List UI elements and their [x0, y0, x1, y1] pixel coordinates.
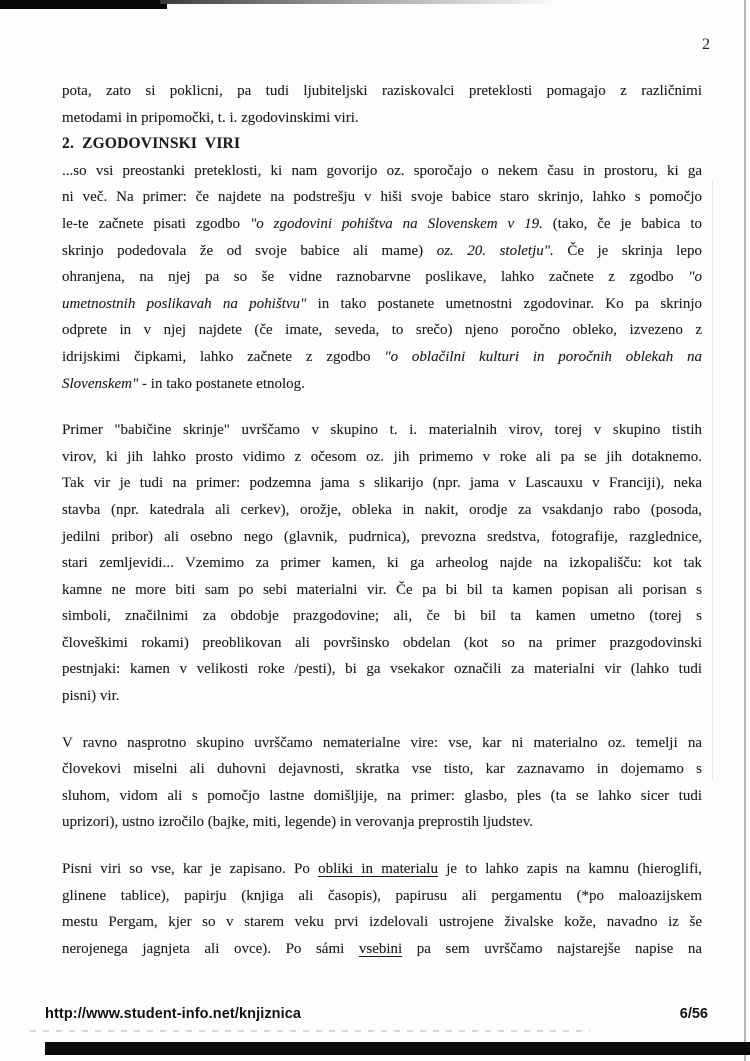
scan-edge-line-faint: [712, 180, 713, 780]
text-line: Tak vir je tudi na primer: podzemna jama s slikarijo (npr. jama v Lascauxu v Franciji), neka: [62, 475, 702, 492]
text-line: Pisni viri so vse, kar je zapisano. Po obliki in materialu je to lahko zapis na kamnu (hieroglifi,: [62, 861, 702, 878]
text-line: simboli, značilnimi za obdobje prazgodovine; ali, če bi bil ta kamen umetno (torej s: [62, 608, 702, 625]
section-heading: 2. ZGODOVINSKI VIRI: [62, 135, 241, 153]
text-line: virov, ki jih lahko prosto vidimo z očesom oz. jih primemo v roke ali pa se jih dotaknemo.: [62, 448, 702, 465]
text-line: ...so vsi preostanki preteklosti, ki nam govorijo oz. sporočajo o nekem času in prostoru, ki ga: [62, 162, 702, 179]
text-line: pisni) vir.: [62, 688, 120, 705]
text-line: človekovi miselni ali duhovni dejavnosti, skratka vse tisto, kar zaznavamo in dojemamo s: [62, 761, 702, 778]
text-line: jedilni pribor) ali osebno nego (glavnik, pudrnica), prevozna sredstva, fotografije, razglednice,: [62, 528, 702, 545]
text-line: odprete in v njej najdete (če imate, seveda, to srečo) njeno poročno obleko, izvezeno z: [62, 322, 702, 339]
text-line: kamne ne more biti sam po sebi materialni vir. Če pa bi bil ta kamen popisan ali porisan s: [62, 581, 702, 598]
text-line: nerojenega jagnjeta ali ovce). Po sámi vsebini pa sem uvrščamo najstarejše napise na: [62, 940, 703, 957]
text-line: umetnostnih poslikavah na pohištvu" in tako postanete umetnostni zgodovinar. Ko pa skrinjo: [62, 295, 702, 312]
scan-edge-line: [744, 0, 746, 1061]
text-line: Slovenskem" - in tako postanete etnolog.: [62, 375, 305, 392]
scan-artifact-top-smear: [160, 0, 560, 4]
text-line: ni več. Na primer: če najdete na podstrešju v hiši svoje babice staro skrinjo, lahko s pomočjo: [62, 189, 702, 206]
scan-artifact-top-bar: [0, 0, 167, 9]
text-line: skrinjo podedovala že od svoje babice ali mame) oz. 20. stoletju". Če je skrinja lepo: [62, 242, 702, 259]
paragraph: [62, 158, 702, 397]
text-line: V ravno nasprotno skupino uvrščamo nematerialne vire: vse, kar ni materialno oz. temelji na: [62, 734, 702, 751]
text-line: stavba (npr. katedrala ali cerkev), orožje, obleka in nakit, orodje za vsakdanjo rabo (posoda,: [62, 501, 702, 518]
text-line: mestu Pergam, kjer so v starem veku prvi izdelovali ustrojene živalske kože, navadno iz še: [62, 914, 702, 931]
paragraph: [62, 856, 702, 962]
paragraph: [62, 730, 702, 836]
page-number: 2: [702, 36, 710, 53]
text-line: pota, zato si poklicni, pa tudi ljubiteljski raziskovalci preteklosti pomagajo z različnimi: [62, 83, 702, 99]
scan-artifact-smudge: [30, 1030, 590, 1032]
footer-url: http://www.student-info.net/knjiznica: [45, 1006, 302, 1022]
text-line: človeškimi rokami) preoblikovan ali površinsko obdelan (kot so na primer prazgodovinski: [62, 634, 702, 651]
paragraph: [62, 417, 702, 710]
footer-page-indicator: 6/56: [679, 1006, 708, 1022]
document-body: [62, 78, 702, 962]
text-line: Primer "babičine skrinje" uvrščamo v skupino t. i. materialnih virov, torej v skupino tistih: [62, 422, 702, 439]
text-line: stari zemljevidi... Vzemimo za primer kamen, ki ga arheolog najde na izkopališču: kot tak: [62, 555, 702, 572]
text-line: pestnjaki: kamen v velikosti roke /pesti), bi ga vsekakor označili za materialni vir (lahko tudi: [62, 661, 702, 678]
text-line: glinene tablice), papirju (knjiga ali časopis), papirusu ali pergamentu (*po maloazijskem: [62, 887, 702, 904]
text-line: idrijskimi čipkami, lahko začnete z zgodbo "o oblačilni kulturi in poročnih oblekah na: [62, 348, 702, 365]
text-line: metodami in pripomočki, t. i. zgodovinskimi viri.: [62, 109, 359, 126]
text-line: sluhom, vidom ali s pomočjo lastne domišljije, na primer: glasbo, ples (ta se lahko sicer tudi: [62, 787, 702, 804]
text-line: ohranjena, na njej pa so še vidne raznobarvne poslikave, lahko začnete z zgodbo "o: [62, 269, 702, 286]
paragraph: [62, 78, 702, 131]
text-line: uprizori), ustno izročilo (bajke, miti, legende) in verovanja preprostih ljudstev.: [62, 814, 533, 831]
text-line: le-te začnete pisati zgodbo "o zgodovini pohištva na Slovenskem v 19. (tako, če je babica to: [62, 215, 702, 232]
scan-artifact-bottom-bar: [45, 1042, 750, 1055]
